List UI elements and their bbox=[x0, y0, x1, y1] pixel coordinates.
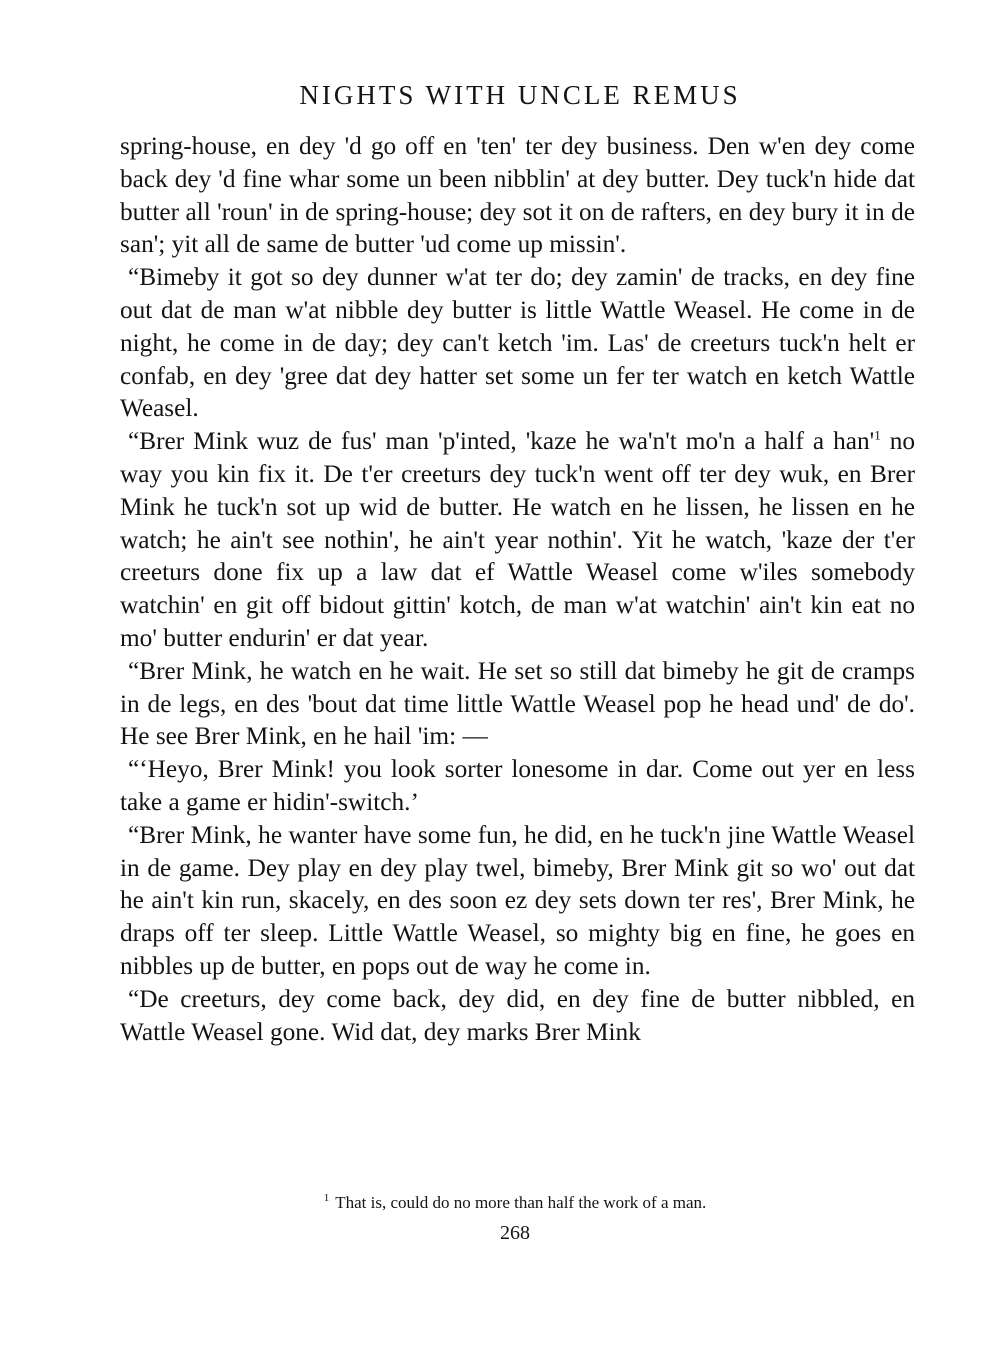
paragraph-text-before-note: “Brer Mink wuz de fus' man 'p'inted, 'kaze he wa'n't mo'n a half a han' bbox=[128, 427, 875, 456]
paragraph: spring-house, en dey 'd go off en 'ten' ter dey business. Den w'en dey come back dey 'd fine whar some un been nibblin' at dey butter. Dey tuck'n hide dat butter all 'roun' in de spring-house; dey sot it on de rafters, en dey bury it in de san'; yit all de same de butter 'ud come up missin'. bbox=[120, 132, 915, 259]
paragraph-text-after-note: no way you kin fix it. De t'er creeturs dey tuck'n went off ter dey wuk, en Brer Mink he tuck'n sot up wid de butter. He watch en he lissen, he lissen en he watch; he ain't see nothin', he ain't year nothin'. Yit he watch, 'kaze der t'er creeturs done fix up a law dat ef Wattle Weasel come w'iles somebody watchin' en git off bidout gittin' kotch, de man w'at watchin' ain't kin eat no mo' butter endurin' er dat year. bbox=[120, 427, 915, 652]
footnote-marker: 1 bbox=[323, 1192, 330, 1205]
body-text bbox=[120, 130, 915, 1048]
paragraph: “Brer Mink, he watch en he wait. He set so still dat bimeby he git de cramps in de legs, en des 'bout dat time little Wattle Weasel pop he head und' de do'. He see Brer Mink, en he hail 'im: — bbox=[120, 656, 915, 751]
paragraph: “De creeturs, dey come back, dey did, en dey fine de butter nibbled, en Wattle Weasel gone. Wid dat, dey marks Brer Mink bbox=[120, 984, 915, 1046]
paragraph: “Brer Mink, he wanter have some fun, he did, en he tuck'n jine Wattle Weasel in de game. Dey play en dey play twel, bimeby, Brer Mink git so wo' out dat he ain't kin run, skacely, en des soon ez dey sets down ter res', Brer Mink, he draps off ter sleep. Little Wattle Weasel, so mighty big en fine, he goes en nibbles up de butter, en pops out de way he come in. bbox=[120, 820, 915, 980]
running-head: NIGHTS WITH UNCLE REMUS bbox=[299, 80, 741, 110]
page-number: 268 bbox=[500, 1222, 530, 1244]
footnote-reference: 1 bbox=[874, 427, 881, 443]
paragraph: “‘Heyo, Brer Mink! you look sorter lonesome in dar. Come out yer en less take a game er hidin'-switch.’ bbox=[120, 755, 915, 816]
paragraph: “Bimeby it got so dey dunner w'at ter do; dey zamin' de tracks, en dey fine out dat de man w'at nibble dey butter is little Wattle Weasel. He come in de night, he come in de day; dey can't ketch 'im. Las' de creeturs tuck'n helt er confab, en dey 'gree dat dey hatter set some un fer ter watch en ketch Wattle Weasel. bbox=[120, 263, 915, 423]
paragraph bbox=[120, 425, 915, 655]
footnote-text: That is, could do no more than half the work of a man. bbox=[335, 1193, 707, 1212]
footnote bbox=[0, 1193, 1000, 1213]
